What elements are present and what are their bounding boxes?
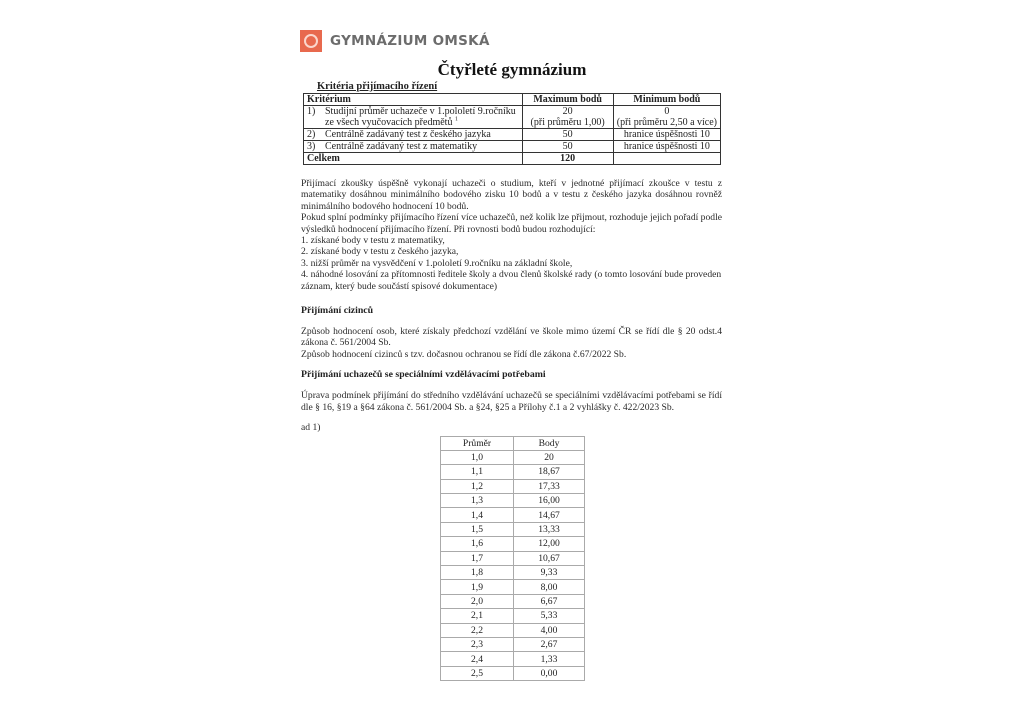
average-value: 1,1 bbox=[441, 465, 514, 479]
average-table-row bbox=[441, 580, 585, 594]
points-value: 14,67 bbox=[514, 508, 585, 522]
average-value: 1,4 bbox=[441, 508, 514, 522]
logo-text: GYMNÁZIUM OMSKÁ bbox=[330, 33, 490, 49]
ranking-paragraph: Pokud splní podmínky přijímacího řízení více uchazečů, než kolik lze přijmout, rozhoduje jejich pořadí podle výsledků hodnocení přijímacího řízení. Při rovnosti bodů budou rozhodující: bbox=[301, 212, 722, 235]
foreigners-heading: Přijímání cizinců bbox=[301, 305, 374, 317]
average-table-row bbox=[441, 623, 585, 637]
min-note: (při průměru 2,50 a více) bbox=[616, 117, 717, 128]
logo-circle-icon bbox=[300, 30, 322, 52]
average-table-row bbox=[441, 566, 585, 580]
min-value: 0 bbox=[664, 106, 670, 117]
total-label: Celkem bbox=[304, 153, 523, 165]
criteria-row bbox=[304, 129, 721, 141]
points-value: 13,33 bbox=[514, 522, 585, 536]
average-value: 1,3 bbox=[441, 494, 514, 508]
average-value: 1,5 bbox=[441, 522, 514, 536]
max-cell bbox=[522, 106, 613, 129]
average-table-row bbox=[441, 450, 585, 464]
average-table-row bbox=[441, 494, 585, 508]
criteria-header-row bbox=[304, 94, 721, 106]
points-value: 20 bbox=[514, 450, 585, 464]
criteria-row bbox=[304, 106, 721, 129]
points-value: 10,67 bbox=[514, 551, 585, 565]
average-value: 1,6 bbox=[441, 537, 514, 551]
average-value: 2,4 bbox=[441, 652, 514, 666]
average-table-row bbox=[441, 551, 585, 565]
average-value: 2,0 bbox=[441, 594, 514, 608]
points-value: 8,00 bbox=[514, 580, 585, 594]
criteria-total-row bbox=[304, 153, 721, 165]
average-value: 2,2 bbox=[441, 623, 514, 637]
footnote-marker: 1 bbox=[454, 116, 458, 123]
criterion-line bbox=[307, 129, 519, 140]
total-min bbox=[613, 153, 720, 165]
min-cell bbox=[613, 106, 720, 129]
ranking-item: 2. získané body v testu z českého jazyka, bbox=[301, 246, 459, 258]
foreigners-paragraph-2: Způsob hodnocení cizinců s tzv. dočasnou ochranou se řídí dle zákona č.67/2022 Sb. bbox=[301, 348, 627, 360]
special-needs-heading: Přijímání uchazečů se speciálními vzdělávacími potřebami bbox=[301, 369, 546, 381]
average-value: 1,9 bbox=[441, 580, 514, 594]
ranking-item: 4. náhodné losování za přítomnosti ředitele školy a dvou členů školské rady (o tomto losování bude proveden záznam, který bude součástí spisové dokumentace) bbox=[301, 269, 722, 292]
average-table-row bbox=[441, 637, 585, 651]
average-points-table bbox=[440, 436, 585, 682]
criterion-number: 1) bbox=[307, 106, 316, 117]
ad1-label: ad 1) bbox=[301, 422, 321, 434]
criterion-line bbox=[307, 117, 519, 128]
column-header: Průměr bbox=[441, 436, 514, 450]
max-value: 20 bbox=[562, 106, 573, 117]
average-table-row bbox=[441, 479, 585, 493]
column-header: Maximum bodů bbox=[522, 94, 613, 106]
average-value: 2,3 bbox=[441, 637, 514, 651]
average-table-header bbox=[441, 436, 585, 450]
max-value: 50 bbox=[522, 141, 613, 153]
criterion-label: Centrálně zadávaný test z českého jazyka bbox=[325, 129, 491, 140]
criterion-line bbox=[307, 106, 519, 117]
average-table-row bbox=[441, 508, 585, 522]
school-logo bbox=[300, 29, 724, 53]
column-header: Kritérium bbox=[304, 94, 523, 106]
page-title: Čtyřleté gymnázium bbox=[437, 60, 587, 79]
min-value: hranice úspěšnosti 10 bbox=[613, 129, 720, 141]
criterion-cell bbox=[304, 141, 523, 153]
average-table-row bbox=[441, 537, 585, 551]
points-value: 9,33 bbox=[514, 566, 585, 580]
average-table-row bbox=[441, 594, 585, 608]
criterion-cell bbox=[304, 106, 523, 129]
criteria-table bbox=[303, 93, 721, 165]
points-value: 1,33 bbox=[514, 652, 585, 666]
column-header: Minimum bodů bbox=[613, 94, 720, 106]
total-max: 120 bbox=[522, 153, 613, 165]
average-value: 2,1 bbox=[441, 609, 514, 623]
criterion-label: Studijní průměr uchazeče v 1.pololetí 9.ročníku bbox=[325, 106, 516, 117]
criterion-line bbox=[307, 141, 519, 152]
column-header: Body bbox=[514, 436, 585, 450]
points-value: 12,00 bbox=[514, 537, 585, 551]
points-value: 6,67 bbox=[514, 594, 585, 608]
points-value: 4,00 bbox=[514, 623, 585, 637]
points-value: 0,00 bbox=[514, 666, 585, 680]
points-value: 18,67 bbox=[514, 465, 585, 479]
criteria-row bbox=[304, 141, 721, 153]
average-table-row bbox=[441, 666, 585, 680]
min-value: hranice úspěšnosti 10 bbox=[613, 141, 720, 153]
document-page bbox=[300, 0, 724, 694]
admission-paragraph: Přijímací zkoušky úspěšně vykonají uchazeči o studium, kteří v jednotné přijímací zkoušce v testu z matematiky dosáhnou minimálního bodového zisku 10 bodů a v testu z českého jazyka dosáhnou rovněž minimálního bodového hodnocení 10 bodů. bbox=[301, 178, 722, 212]
average-value: 1,0 bbox=[441, 450, 514, 464]
average-table-row bbox=[441, 609, 585, 623]
average-value: 1,8 bbox=[441, 566, 514, 580]
criterion-label-cont: ze všech vyučovacích předmětů bbox=[325, 117, 453, 128]
max-value: 50 bbox=[522, 129, 613, 141]
special-needs-paragraph: Úprava podmínek přijímání do středního vzdělávání uchazečů se speciálními vzdělávacími potřebami se řídí dle § 16, §19 a §64 zákona č. 561/2004 Sb. a §24, §25 a Přílohy č.1 a 2 vyhlášky č. 422/2023 Sb. bbox=[301, 390, 722, 413]
average-value: 2,5 bbox=[441, 666, 514, 680]
average-table-row bbox=[441, 652, 585, 666]
ranking-item: 3. nižší průměr na vysvědčení v 1.pololetí 9.ročníku na základní škole, bbox=[301, 257, 573, 269]
points-value: 16,00 bbox=[514, 494, 585, 508]
average-value: 1,7 bbox=[441, 551, 514, 565]
ranking-item: 1. získané body v testu z matematiky, bbox=[301, 235, 445, 247]
foreigners-paragraph-1: Způsob hodnocení osob, které získaly předchozí vzdělání ve škole mimo území ČR se řídí dle § 20 odst.4 zákona č. 561/2004 Sb. bbox=[301, 326, 722, 349]
points-value: 5,33 bbox=[514, 609, 585, 623]
max-note: (při průměru 1,00) bbox=[530, 117, 605, 128]
criterion-number: 2) bbox=[307, 129, 316, 140]
points-value: 17,33 bbox=[514, 479, 585, 493]
points-value: 2,67 bbox=[514, 637, 585, 651]
criterion-cell bbox=[304, 129, 523, 141]
average-table-row bbox=[441, 522, 585, 536]
average-table-row bbox=[441, 465, 585, 479]
ranking-list bbox=[301, 235, 722, 292]
average-value: 1,2 bbox=[441, 479, 514, 493]
criterion-number: 3) bbox=[307, 141, 316, 152]
criterion-label: Centrálně zadávaný test z matematiky bbox=[325, 141, 478, 152]
criteria-heading: Kritéria přijímacího řízení bbox=[317, 81, 438, 92]
